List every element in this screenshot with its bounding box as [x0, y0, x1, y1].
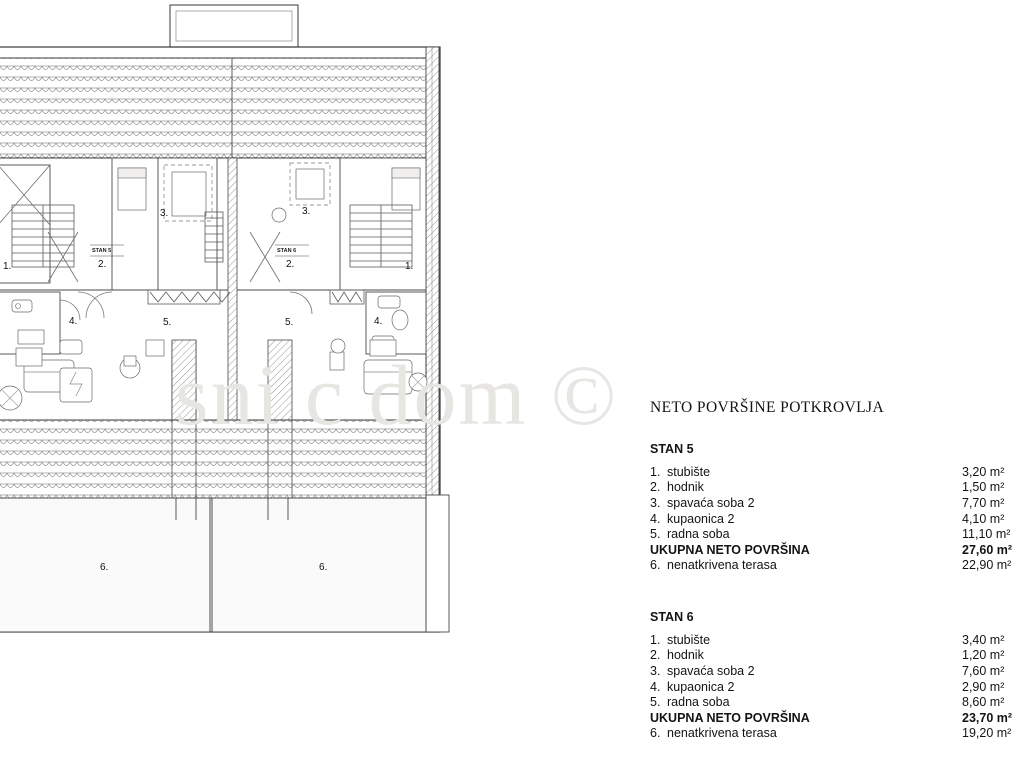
legend-extra-row: [650, 557, 1024, 573]
legend-title: NETO POVRŠINE POTKROVLJA: [650, 399, 885, 416]
unit-title: STAN 5: [650, 441, 694, 456]
row-value: 3,40 m²: [962, 632, 1005, 647]
row-number: 2.: [650, 480, 661, 495]
legend-total-row: [650, 710, 1024, 726]
legend-row: [650, 464, 1024, 480]
row-value: 22,90 m²: [962, 558, 1012, 573]
svg-text:5.: 5.: [285, 317, 294, 328]
floor-plan-drawing: [0, 0, 460, 680]
total-label: UKUPNA NETO POVRŠINA: [650, 710, 810, 725]
legend-panel: [650, 398, 1024, 749]
svg-text:STAN 5: STAN 5: [92, 248, 112, 254]
row-number: 2.: [650, 648, 661, 663]
legend-row: [650, 526, 1024, 542]
row-label: spavaća soba 2: [667, 664, 755, 679]
row-label: hodnik: [667, 648, 704, 663]
svg-text:2.: 2.: [286, 259, 295, 270]
row-number: 5.: [650, 527, 661, 542]
row-value: 19,20 m²: [962, 726, 1012, 741]
row-value: 1,20 m²: [962, 648, 1005, 663]
legend-row: [650, 479, 1024, 495]
watermark: sni c dom ©: [175, 347, 619, 443]
row-number: 5.: [650, 695, 661, 710]
svg-text:6.: 6.: [100, 562, 109, 573]
total-value: 23,70 m²: [962, 710, 1013, 725]
svg-text:1.: 1.: [3, 261, 12, 272]
row-number: 3.: [650, 664, 661, 679]
legend-row: [650, 511, 1024, 527]
row-number: 4.: [650, 511, 661, 526]
row-value: 1,50 m²: [962, 480, 1005, 495]
svg-text:4.: 4.: [69, 316, 78, 327]
row-label: stubište: [667, 464, 711, 479]
legend-extra-row: [650, 725, 1024, 741]
row-number: 6.: [650, 726, 661, 741]
row-number: 1.: [650, 464, 661, 479]
row-label: hodnik: [667, 480, 704, 495]
legend-row: [650, 632, 1024, 648]
svg-text:2.: 2.: [98, 259, 107, 270]
svg-text:5.: 5.: [163, 317, 172, 328]
row-number: 4.: [650, 679, 661, 694]
row-label: kupaonica 2: [667, 679, 735, 694]
row-label: kupaonica 2: [667, 511, 735, 526]
legend-unit-stan-5: [650, 441, 1024, 573]
legend-row: [650, 679, 1024, 695]
row-label: spavaća soba 2: [667, 495, 755, 510]
row-number: 6.: [650, 558, 661, 573]
svg-text:3.: 3.: [302, 206, 311, 217]
legend-unit-stan-6: [650, 609, 1024, 741]
total-label: UKUPNA NETO POVRŠINA: [650, 542, 810, 557]
row-value: 3,20 m²: [962, 464, 1005, 479]
row-value: 7,70 m²: [962, 495, 1005, 510]
legend-total-row: [650, 542, 1024, 558]
row-label: nenatkrivena terasa: [667, 726, 777, 741]
row-label: stubište: [667, 632, 711, 647]
row-value: 4,10 m²: [962, 511, 1005, 526]
legend-row: [650, 647, 1024, 663]
svg-text:STAN 6: STAN 6: [277, 248, 297, 254]
legend-row: [650, 663, 1024, 679]
svg-text:1.: 1.: [405, 261, 414, 272]
svg-text:4.: 4.: [374, 316, 383, 327]
legend-spacer: [650, 581, 1024, 609]
row-label: radna soba: [667, 527, 730, 542]
row-number: 1.: [650, 632, 661, 647]
row-label: radna soba: [667, 695, 730, 710]
svg-text:6.: 6.: [319, 562, 328, 573]
unit-title: STAN 6: [650, 609, 694, 624]
row-value: 8,60 m²: [962, 695, 1005, 710]
legend-row: [650, 694, 1024, 710]
row-value: 7,60 m²: [962, 664, 1005, 679]
svg-text:3.: 3.: [160, 208, 169, 219]
row-value: 11,10 m²: [962, 527, 1011, 542]
row-value: 2,90 m²: [962, 679, 1005, 694]
row-number: 3.: [650, 495, 661, 510]
row-label: nenatkrivena terasa: [667, 558, 777, 573]
legend-row: [650, 495, 1024, 511]
total-value: 27,60 m²: [962, 542, 1013, 557]
